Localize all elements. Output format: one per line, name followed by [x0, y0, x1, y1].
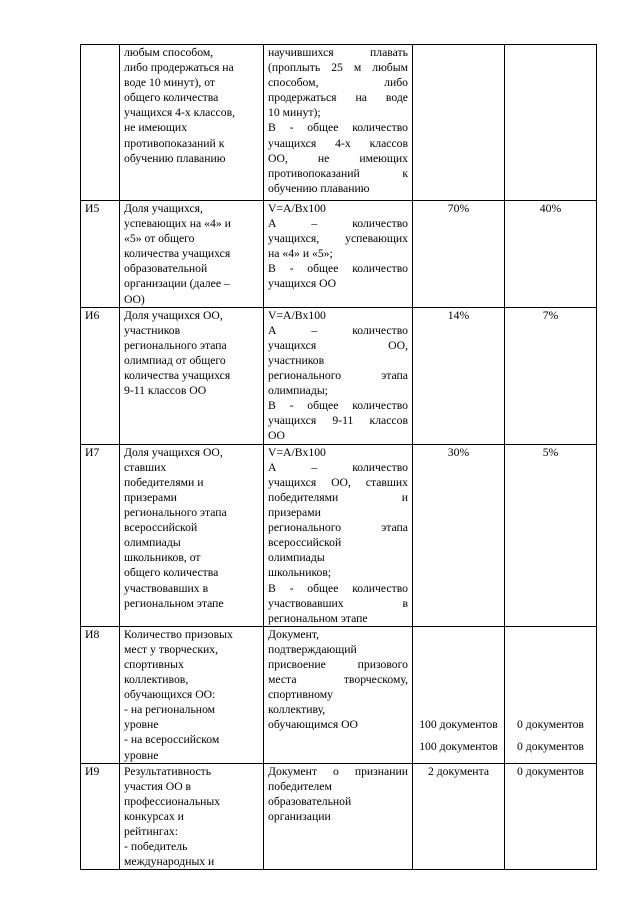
indicator-name: Доля учащихся, успевающих на «4» и «5» от общего количества учащихся образовательной организации (далее – ОО)	[120, 201, 264, 308]
target-value: 7%	[505, 307, 597, 444]
base-value: 30%	[413, 444, 505, 626]
indicator-formula: Документ о признании победителем образовательной организации	[264, 763, 413, 870]
target-value: 0 документов	[505, 763, 597, 870]
indicator-id	[81, 45, 120, 201]
base-value: 70%	[413, 201, 505, 308]
base-value: 2 документа	[413, 763, 505, 870]
indicator-id: И8	[81, 626, 120, 763]
target-value: 40%	[505, 201, 597, 308]
indicator-name: Количество призовых мест у творческих, спортивных коллективов, обучающихся ОО: - на региональном уровне - на всероссийском уровне	[120, 626, 264, 763]
indicator-name: Доля учащихся ОО, ставших победителями и призерами регионального этапа всероссийской олимпиады школьников, от общего количества участвовавших в региональном этапе	[120, 444, 264, 626]
table-row	[81, 626, 597, 763]
indicator-name: Результативность участия ОО в профессиональных конкурсах и рейтингах: - победитель международных и	[120, 763, 264, 870]
indicator-name: любым способом, либо продержаться на воде 10 минут), от общего количества учащихся 4-х классов, не имеющих противопоказаний к обучению плаванию	[120, 45, 264, 201]
indicator-id: И7	[81, 444, 120, 626]
target-value	[505, 45, 597, 201]
indicator-id: И5	[81, 201, 120, 308]
target-value: 5%	[505, 444, 597, 626]
indicator-id: И9	[81, 763, 120, 870]
table-row	[81, 763, 597, 870]
target-value: 0 документов 0 документов	[505, 626, 597, 763]
table-row	[81, 307, 597, 444]
indicator-formula: Документ, подтверждающий присвоение призового места творческому, спортивному коллективу, обучающимся ОО	[264, 626, 413, 763]
indicator-name: Доля учащихся ОО, участников регионального этапа олимпиад от общего количества учащихся 9-11 классов ОО	[120, 307, 264, 444]
table-row	[81, 45, 597, 201]
indicator-formula: V=A/Bx100 А – количество учащихся ОО, участников регионального этапа олимпиады; В - общее количество учащихся 9-11 классов ОО	[264, 307, 413, 444]
base-value: 100 документов 100 документов	[413, 626, 505, 763]
indicator-formula: V=A/Bx100 А – количество учащихся, успевающих на «4» и «5»; В - общее количество учащихся ОО	[264, 201, 413, 308]
indicator-formula: V=A/Bx100 А – количество учащихся ОО, ставших победителями и призерами регионального этапа всероссийской олимпиады школьников; В - общее количество участвовавших в региональном этапе	[264, 444, 413, 626]
base-value	[413, 45, 505, 201]
table-row	[81, 444, 597, 626]
indicators-table	[80, 44, 597, 870]
indicator-id: И6	[81, 307, 120, 444]
table-row	[81, 201, 597, 308]
base-value: 14%	[413, 307, 505, 444]
indicator-formula: научившихся плавать (проплыть 25 м любым способом, либо продержаться на воде 10 минут); В - общее количество учащихся 4-х классов ОО, не имеющих противопоказаний к обучению плаванию	[264, 45, 413, 201]
